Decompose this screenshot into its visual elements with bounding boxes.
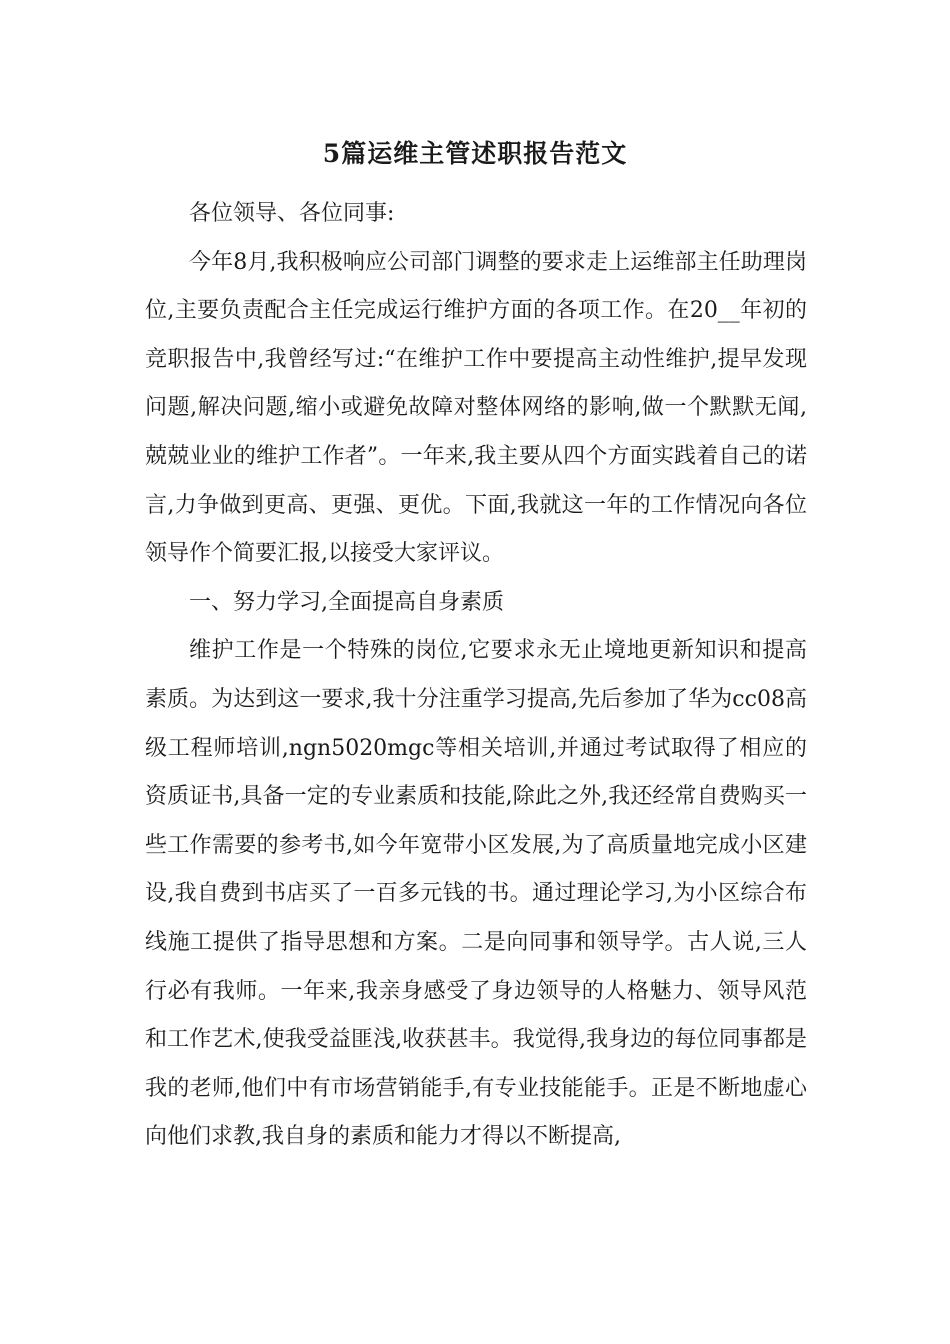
intro-paragraph: 今年8月,我积极响应公司部门调整的要求走上运维部主任助理岗位,主要负责配合主任完成运行维护方面的各项工作。在20__年初的竞职报告中,我曾经写过:“在维护工作中要提高主动性维护,提早发现问题,解决问题,缩小或避免故障对整体网络的影响,做一个默默无闻,兢兢业业的维护工作者”。一年来,我主要从四个方面实践着自己的诺言,力争做到更高、更强、更优。下面,我就这一年的工作情况向各位领导作个简要汇报,以接受大家评议。 — [145, 249, 807, 567]
greeting-paragraph: 各位领导、各位同事: — [189, 201, 395, 226]
document-body — [145, 190, 807, 1162]
section-heading: 一、努力学习,全面提高自身素质 — [189, 589, 504, 615]
document-title: 5篇运维主管述职报告范文 — [322, 139, 628, 168]
study-paragraph: 维护工作是一个特殊的岗位,它要求永无止境地更新知识和提高素质。为达到这一要求,我十分注重学习提高,先后参加了华为cc08高级工程师培训,ngn5020mgc等相关培训,并通过考试取得了相应的资质证书,具备一定的专业素质和技能,除此之外,我还经常自费购买一些工作需要的参考书,如今年宽带小区发展,为了高质量地完成小区建设,我自费到书店买了一百多元钱的书。通过理论学习,为小区综合布线施工提供了指导思想和方案。二是向同事和领导学。古人说,三人行必有我师。一年来,我亲身感受了身边领导的人格魅力、领导风范和工作艺术,使我受益匪浅,收获甚丰。我觉得,我身边的每位同事都是我的老师,他们中有市场营销能手,有专业技能能手。正是不断地虚心向他们求教,我自身的素质和能力才得以不断提高, — [145, 638, 807, 1150]
